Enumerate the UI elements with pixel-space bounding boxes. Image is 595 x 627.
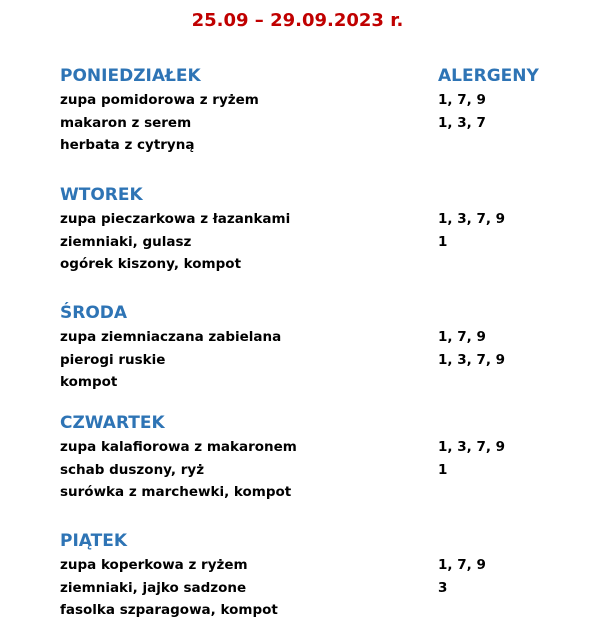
menu-item [60,481,560,504]
menu-item [60,577,560,600]
menu-item [60,253,560,276]
menu-item [60,554,560,577]
allergen-codes: 1, 3, 7, 9 [438,351,506,368]
allergens-header: ALERGENY [438,66,539,86]
day-section-thursday [60,410,560,504]
dish-name: ziemniaki, jajko sadzone [60,579,247,596]
menu-item [60,371,560,394]
dish-name: zupa kalafiorowa z makaronem [60,439,297,455]
day-heading: ŚRODA [60,303,128,323]
allergen-codes: 1, 7, 9 [438,329,486,345]
menu-item [60,231,560,254]
day-heading: PIĄTEK [60,531,128,551]
menu-item [60,599,560,622]
day-heading: CZWARTEK [60,413,165,433]
dish-name: schab duszony, ryż [60,461,205,478]
dish-name: zupa ziemniaczana zabielana [60,329,282,345]
day-section-monday [60,63,560,157]
day-heading: WTOREK [60,185,143,205]
menu-item [60,208,560,231]
allergen-codes: 1, 3, 7 [438,114,486,131]
dish-name: fasolka szparagowa, kompot [60,602,278,618]
dish-name: herbata z cytryną [60,137,195,153]
day-section-tuesday [60,182,560,276]
allergen-codes: 1, 3, 7, 9 [438,211,506,227]
menu-item [60,349,560,372]
allergen-codes: 1, 7, 9 [438,557,486,573]
menu-item [60,112,560,135]
menu-item [60,134,560,157]
menu-item [60,326,560,349]
dish-name: zupa pomidorowa z ryżem [60,92,259,108]
menu-date-range-title: 25.09 – 29.09.2023 r. [191,10,404,31]
allergen-codes: 1 [438,461,448,478]
menu-item [60,459,560,482]
allergen-codes: 1, 3, 7, 9 [438,439,506,455]
dish-name: ziemniaki, gulasz [60,233,192,250]
dish-name: pierogi ruskie [60,351,166,368]
dish-name: zupa koperkowa z ryżem [60,557,248,573]
menu-item [60,89,560,112]
day-section-friday [60,528,560,622]
dish-name: zupa pieczarkowa z łazankami [60,211,291,227]
dish-name: ogórek kiszony, kompot [60,256,242,272]
day-section-wednesday [60,300,560,394]
day-heading: PONIEDZIAŁEK [60,66,201,86]
dish-name: kompot [60,374,118,390]
allergen-codes: 1 [438,233,448,250]
menu-item [60,436,560,459]
dish-name: makaron z serem [60,114,192,131]
allergen-codes: 3 [438,579,448,596]
allergen-codes: 1, 7, 9 [438,92,486,108]
dish-name: surówka z marchewki, kompot [60,484,292,500]
